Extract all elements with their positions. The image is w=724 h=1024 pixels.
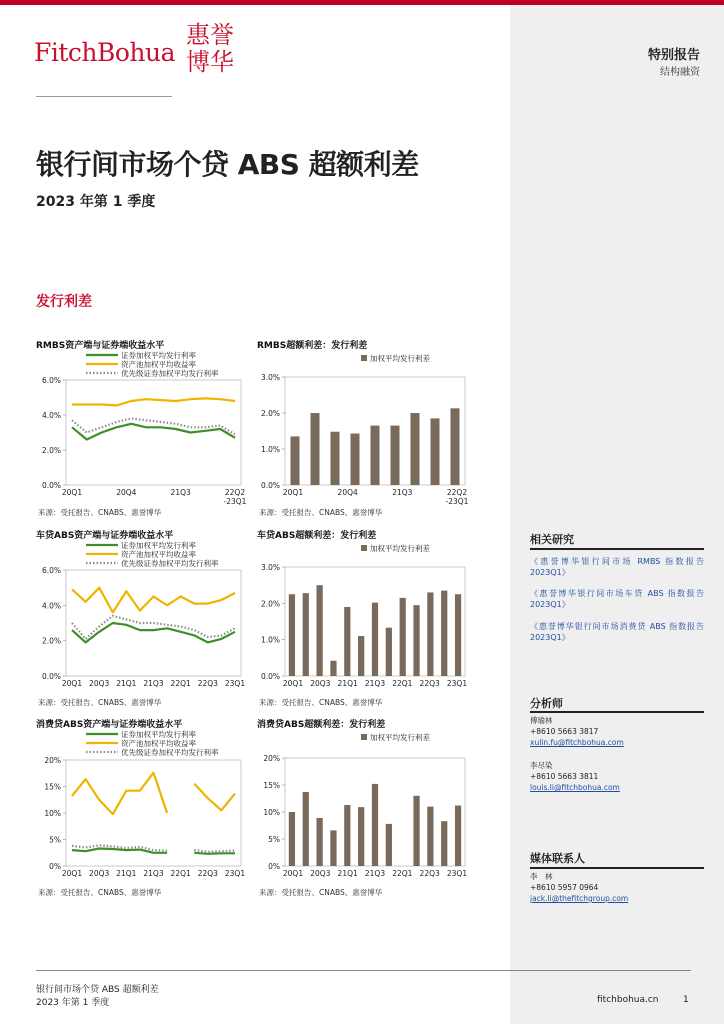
analysts-rule bbox=[530, 711, 704, 713]
x-tick-label: 20Q1 bbox=[61, 488, 83, 497]
x-tick-label: -23Q1 bbox=[445, 497, 469, 506]
bar bbox=[303, 792, 309, 866]
y-tick-label: 10% bbox=[44, 809, 61, 818]
legend-label: 资产池加权平均收益率 bbox=[121, 360, 196, 369]
y-tick-label: 2.0% bbox=[41, 636, 61, 646]
media-contact-email[interactable]: jack.li@thefitchgroup.com bbox=[530, 894, 629, 903]
bar bbox=[427, 592, 433, 676]
bar bbox=[372, 784, 378, 866]
y-tick-label: 0% bbox=[49, 862, 61, 871]
y-tick-label: 0.0% bbox=[41, 481, 61, 490]
x-tick-label: 22Q3 bbox=[419, 679, 440, 688]
y-tick-label: 2.0% bbox=[260, 599, 280, 609]
media-contact bbox=[530, 871, 628, 904]
y-tick-label: 6.0% bbox=[41, 566, 61, 575]
analyst-phone: +8610 5663 3811 bbox=[530, 772, 599, 781]
bar bbox=[455, 594, 461, 676]
x-tick-label: 20Q3 bbox=[310, 679, 331, 688]
y-tick-label: 0.0% bbox=[260, 672, 280, 681]
x-tick-label: 21Q1 bbox=[337, 869, 358, 878]
x-tick-label: 20Q1 bbox=[61, 869, 83, 878]
y-tick-label: 4.0% bbox=[41, 411, 61, 420]
series-line bbox=[72, 398, 235, 405]
x-tick-label: 21Q3 bbox=[364, 869, 386, 878]
x-tick-label: 20Q4 bbox=[337, 488, 358, 497]
x-tick-label: 21Q1 bbox=[337, 679, 358, 688]
legend-swatch bbox=[361, 355, 367, 361]
chart-consumer-spread bbox=[257, 729, 472, 884]
y-tick-label: 0% bbox=[268, 862, 280, 871]
chart-auto-spread bbox=[257, 540, 472, 690]
footer-website[interactable]: fitchbohua.cn bbox=[597, 995, 659, 1005]
report-sector: 结构融资 bbox=[660, 67, 700, 78]
x-tick-label: 20Q4 bbox=[116, 488, 137, 497]
bar bbox=[317, 818, 323, 866]
analyst-name: 傅瑜林 bbox=[530, 716, 553, 725]
y-tick-label: 3.0% bbox=[260, 563, 280, 572]
y-tick-label: 0.0% bbox=[260, 481, 280, 490]
x-tick-label: 20Q1 bbox=[282, 869, 304, 878]
chart-title-auto-spread: 车贷ABS超额利差：发行利差 bbox=[257, 531, 377, 541]
x-tick-label: 21Q1 bbox=[116, 869, 137, 878]
footer-divider bbox=[36, 970, 691, 971]
bar bbox=[451, 408, 460, 485]
x-tick-label: 21Q3 bbox=[364, 679, 386, 688]
analyst-1 bbox=[530, 715, 624, 748]
x-tick-label: 22Q2 bbox=[446, 488, 468, 497]
x-tick-label: 21Q3 bbox=[143, 869, 164, 878]
x-tick-label: 22Q3 bbox=[197, 869, 218, 878]
footer-report-title: 银行间市场个贷 ABS 超额利差 bbox=[36, 985, 159, 995]
bar bbox=[330, 830, 336, 866]
x-tick-label: 22Q2 bbox=[224, 488, 246, 497]
y-tick-label: 1.0% bbox=[260, 635, 280, 645]
chart-consumer-yield bbox=[36, 729, 246, 884]
analyst-2 bbox=[530, 760, 620, 793]
related-link-consumer[interactable]: 《惠誉博华银行间市场消费贷 ABS 指数报告 2023Q1》 bbox=[530, 622, 704, 642]
legend-label: 加权平均发行利差 bbox=[370, 544, 430, 553]
y-tick-label: 5% bbox=[49, 835, 61, 845]
report-title: 银行间市场个贷 ABS 超额利差 bbox=[36, 148, 419, 181]
bar bbox=[344, 607, 350, 676]
chart-auto-yield bbox=[36, 540, 246, 690]
y-tick-label: 6.0% bbox=[41, 376, 61, 385]
brand-logo: FitchBohua bbox=[34, 38, 176, 67]
y-tick-label: 5% bbox=[268, 835, 280, 844]
legend-label: 证券加权平均发行利率 bbox=[121, 541, 196, 550]
bar bbox=[358, 636, 364, 676]
y-tick-label: 1.0% bbox=[260, 445, 280, 454]
y-tick-label: 4.0% bbox=[41, 601, 61, 611]
media-contact-rule bbox=[530, 867, 704, 869]
section-title: 发行利差 bbox=[36, 294, 92, 310]
bar bbox=[441, 821, 447, 866]
x-tick-label: 20Q1 bbox=[61, 679, 83, 688]
y-tick-label: 20% bbox=[44, 756, 61, 765]
chart-title-consumer-spread: 消费贷ABS超额利差：发行利差 bbox=[257, 720, 386, 730]
y-tick-label: 3.0% bbox=[260, 373, 280, 382]
x-tick-label: 22Q3 bbox=[419, 869, 440, 878]
x-tick-label: 20Q3 bbox=[89, 679, 110, 688]
bar bbox=[386, 824, 392, 866]
bar bbox=[431, 418, 440, 485]
analysts-heading: 分析师 bbox=[530, 697, 563, 710]
bar bbox=[400, 598, 406, 676]
x-tick-label: 23Q1 bbox=[446, 869, 468, 878]
footer-report-period: 2023 年第 1 季度 bbox=[36, 998, 110, 1008]
analyst-phone: +8610 5663 3817 bbox=[530, 727, 599, 736]
related-research-heading: 相关研究 bbox=[530, 533, 574, 546]
chart-title-auto-yield: 车贷ABS资产端与证券端收益水平 bbox=[36, 531, 174, 541]
legend-swatch bbox=[361, 734, 367, 740]
bar bbox=[344, 805, 350, 866]
chart-title-rmbs-yield: RMBS资产端与证券端收益水平 bbox=[36, 341, 165, 351]
report-type: 特别报告 bbox=[647, 48, 700, 63]
legend-label: 资产池加权平均收益率 bbox=[121, 739, 196, 748]
series-line bbox=[72, 588, 235, 613]
logo-divider bbox=[36, 96, 172, 97]
chart-title-consumer-yield: 消费贷ABS资产端与证券端收益水平 bbox=[36, 720, 183, 730]
x-tick-label: 22Q1 bbox=[170, 869, 191, 878]
legend-label: 优先级证券加权平均发行利率 bbox=[121, 559, 219, 568]
bar bbox=[411, 413, 420, 485]
bar bbox=[441, 591, 447, 676]
bar bbox=[455, 806, 461, 866]
chart-rmbs-yield bbox=[36, 350, 246, 510]
chart-rmbs-spread bbox=[257, 350, 472, 510]
bar bbox=[413, 796, 419, 866]
media-contact-heading: 媒体联系人 bbox=[530, 852, 585, 865]
bar bbox=[351, 434, 360, 485]
bar bbox=[330, 661, 336, 676]
x-tick-label: 22Q1 bbox=[392, 869, 413, 878]
bar bbox=[311, 413, 320, 485]
analyst-email[interactable]: xulin.fu@fitchbohua.com bbox=[530, 738, 624, 747]
legend-label: 优先级证券加权平均发行利率 bbox=[121, 369, 219, 378]
chart-source-consumer-yield: 来源：受托报告、CNABS、惠誉博华 bbox=[38, 888, 162, 897]
series-line bbox=[72, 773, 167, 814]
bar bbox=[358, 807, 364, 866]
brand-logo-chinese: 惠誉博华 bbox=[186, 21, 234, 76]
bar bbox=[386, 628, 392, 676]
analyst-name: 李尽染 bbox=[530, 761, 553, 770]
bar bbox=[291, 436, 300, 485]
x-tick-label: 22Q1 bbox=[170, 679, 191, 688]
legend-label: 证券加权平均发行利率 bbox=[121, 730, 196, 739]
chart-title-rmbs-spread: RMBS超额利差：发行利差 bbox=[257, 341, 368, 351]
series-line bbox=[72, 424, 235, 440]
series-line bbox=[194, 784, 235, 811]
x-tick-label: 21Q3 bbox=[392, 488, 413, 497]
x-tick-label: 21Q3 bbox=[143, 679, 164, 688]
series-line bbox=[72, 616, 235, 639]
y-tick-label: 0.0% bbox=[41, 672, 61, 681]
y-tick-label: 10% bbox=[263, 808, 280, 817]
x-tick-label: 20Q1 bbox=[282, 488, 304, 497]
y-tick-label: 2.0% bbox=[260, 409, 280, 418]
legend-label: 证券加权平均发行利率 bbox=[121, 351, 196, 360]
related-link-auto[interactable]: 《惠誉博华银行间市场车贷 ABS 指数报告 2023Q1》 bbox=[530, 589, 704, 609]
bar bbox=[317, 585, 323, 676]
related-link-rmbs[interactable]: 《惠誉博华银行间市场 RMBS 指数报告 2023Q1》 bbox=[530, 557, 704, 577]
bar bbox=[372, 603, 378, 676]
chart-source-rmbs-spread: 来源：受托报告、CNABS、惠誉博华 bbox=[259, 508, 383, 517]
x-tick-label: 20Q3 bbox=[310, 869, 331, 878]
x-tick-label: 20Q1 bbox=[282, 679, 304, 688]
series-line bbox=[194, 853, 235, 854]
related-research-rule bbox=[530, 548, 704, 550]
legend-label: 优先级证券加权平均发行利率 bbox=[121, 748, 219, 757]
report-period: 2023 年第 1 季度 bbox=[36, 194, 156, 210]
y-tick-label: 15% bbox=[263, 781, 280, 790]
x-tick-label: 23Q1 bbox=[224, 869, 246, 878]
series-line bbox=[194, 850, 235, 852]
x-tick-label: 22Q1 bbox=[392, 679, 413, 688]
chart-source-rmbs-yield: 来源：受托报告、CNABS、惠誉博华 bbox=[38, 508, 162, 517]
legend-label: 加权平均发行利差 bbox=[370, 733, 430, 742]
x-tick-label: -23Q1 bbox=[223, 497, 247, 506]
y-tick-label: 20% bbox=[263, 754, 280, 763]
legend-swatch bbox=[361, 545, 367, 551]
chart-source-consumer-spread: 来源：受托报告、CNABS、惠誉博华 bbox=[259, 888, 383, 897]
y-tick-label: 15% bbox=[44, 782, 61, 792]
analyst-email[interactable]: louis.li@fitchbohua.com bbox=[530, 783, 620, 792]
chart-source-auto-yield: 来源：受托报告、CNABS、惠誉博华 bbox=[38, 698, 162, 707]
chart-source-auto-spread: 来源：受托报告、CNABS、惠誉博华 bbox=[259, 698, 383, 707]
bar bbox=[371, 426, 380, 485]
x-tick-label: 21Q3 bbox=[170, 488, 191, 497]
bar bbox=[331, 432, 340, 485]
media-contact-phone: +8610 5957 0964 bbox=[530, 883, 599, 892]
plot-frame bbox=[66, 380, 241, 485]
bar bbox=[289, 594, 295, 676]
media-contact-name: 李 林 bbox=[530, 872, 553, 881]
x-tick-label: 22Q3 bbox=[197, 679, 218, 688]
y-tick-label: 2.0% bbox=[41, 446, 61, 455]
bar bbox=[303, 593, 309, 676]
x-tick-label: 23Q1 bbox=[446, 679, 468, 688]
x-tick-label: 20Q3 bbox=[89, 869, 110, 878]
bar bbox=[289, 812, 295, 866]
series-line bbox=[72, 623, 235, 642]
x-tick-label: 21Q1 bbox=[116, 679, 137, 688]
legend-label: 加权平均发行利差 bbox=[370, 354, 430, 363]
bar bbox=[427, 807, 433, 866]
x-tick-label: 23Q1 bbox=[224, 679, 246, 688]
page-number: 1 bbox=[683, 995, 689, 1005]
bar bbox=[391, 426, 400, 485]
legend-label: 资产池加权平均收益率 bbox=[121, 550, 196, 559]
bar bbox=[413, 605, 419, 676]
